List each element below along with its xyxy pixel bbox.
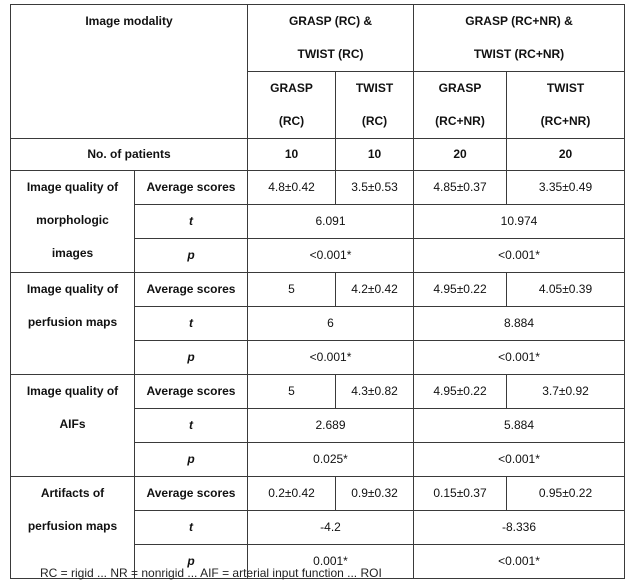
sub-header-line: GRASP [438,81,482,95]
group2-header [414,5,625,72]
table-row [11,171,625,205]
table-row [11,375,625,409]
table-footnote: RC = rigid ... NR = nonrigid ... AIF = arterial input function ... ROI [40,566,382,580]
avg-value: 0.9±0.32 [336,477,414,511]
avg-label: Average scores [135,477,248,511]
avg-value: 3.35±0.49 [507,171,625,205]
modality-header-text: Image modality [85,14,173,28]
patients-row [11,139,625,171]
p-label: p [135,443,248,477]
group1-header-line2: TWIST (RC) [297,47,364,61]
patients-value: 20 [507,139,625,171]
table-row [11,273,625,307]
section-title [11,273,135,375]
p-value: <0.001* [414,341,625,375]
section-title [11,171,135,273]
sub-header-grasp-rc [248,72,336,139]
avg-value: 4.95±0.22 [414,273,507,307]
section-title-line: perfusion maps [27,315,118,329]
avg-label: Average scores [135,273,248,307]
avg-value: 4.05±0.39 [507,273,625,307]
avg-value: 3.5±0.53 [336,171,414,205]
t-label: t [135,409,248,443]
avg-label: Average scores [135,171,248,205]
avg-value: 3.7±0.92 [507,375,625,409]
avg-value: 4.85±0.37 [414,171,507,205]
p-value: <0.001* [248,239,414,273]
sub-header-line: TWIST [355,81,394,95]
t-label: t [135,511,248,545]
sub-header-line: GRASP [270,81,313,95]
p-label: p [135,545,248,579]
patients-value: 10 [248,139,336,171]
modality-header [11,5,248,139]
avg-value: 5 [248,375,336,409]
avg-value: 4.3±0.82 [336,375,414,409]
t-value: -8.336 [414,511,625,545]
section-title-line: Artifacts of [40,486,105,500]
sub-header-twist-rcnr [507,72,625,139]
avg-value: 0.95±0.22 [507,477,625,511]
p-value: <0.001* [414,239,625,273]
sub-header-twist-rc [336,72,414,139]
t-value: 5.884 [414,409,625,443]
results-table [10,4,625,579]
p-value: 0.001* [248,545,414,579]
avg-value: 4.2±0.42 [336,273,414,307]
sub-header-line: (RC) [278,114,305,128]
p-value: <0.001* [414,545,625,579]
section-title-line: Image quality of [26,180,119,194]
section-title-line: Image quality of [26,384,119,398]
t-value: 10.974 [414,205,625,239]
t-value: 6 [248,307,414,341]
avg-value: 0.2±0.42 [248,477,336,511]
section-title [11,375,135,477]
sub-header-line: TWIST [546,81,585,95]
group1-header-line1: GRASP (RC) & [288,14,373,28]
patients-label: No. of patients [11,139,248,171]
avg-value: 4.95±0.22 [414,375,507,409]
avg-value: 4.8±0.42 [248,171,336,205]
t-label: t [135,205,248,239]
p-value: <0.001* [414,443,625,477]
avg-label: Average scores [135,375,248,409]
p-label: p [135,239,248,273]
group2-header-line1: GRASP (RC+NR) & [465,14,573,28]
sub-header-line: (RC+NR) [435,114,485,128]
sub-header-line: (RC+NR) [540,114,591,128]
p-value: 0.025* [248,443,414,477]
t-value: -4.2 [248,511,414,545]
avg-value: 5 [248,273,336,307]
t-value: 2.689 [248,409,414,443]
patients-value: 10 [336,139,414,171]
p-label: p [135,341,248,375]
t-label: t [135,307,248,341]
group1-header [248,5,414,72]
t-value: 8.884 [414,307,625,341]
section-title-line: images [51,246,94,260]
section-title-line: AIFs [59,417,86,431]
section-title-line: morphologic [36,213,109,227]
sub-header-grasp-rcnr [414,72,507,139]
group2-header-line2: TWIST (RC+NR) [473,47,565,61]
table-row [11,477,625,511]
sub-header-line: (RC) [361,114,388,128]
avg-value: 0.15±0.37 [414,477,507,511]
header-row-1 [11,5,625,72]
p-value: <0.001* [248,341,414,375]
section-title [11,477,135,579]
section-title-line: Image quality of [26,282,119,296]
section-title-line: perfusion maps [27,519,118,533]
t-value: 6.091 [248,205,414,239]
patients-value: 20 [414,139,507,171]
